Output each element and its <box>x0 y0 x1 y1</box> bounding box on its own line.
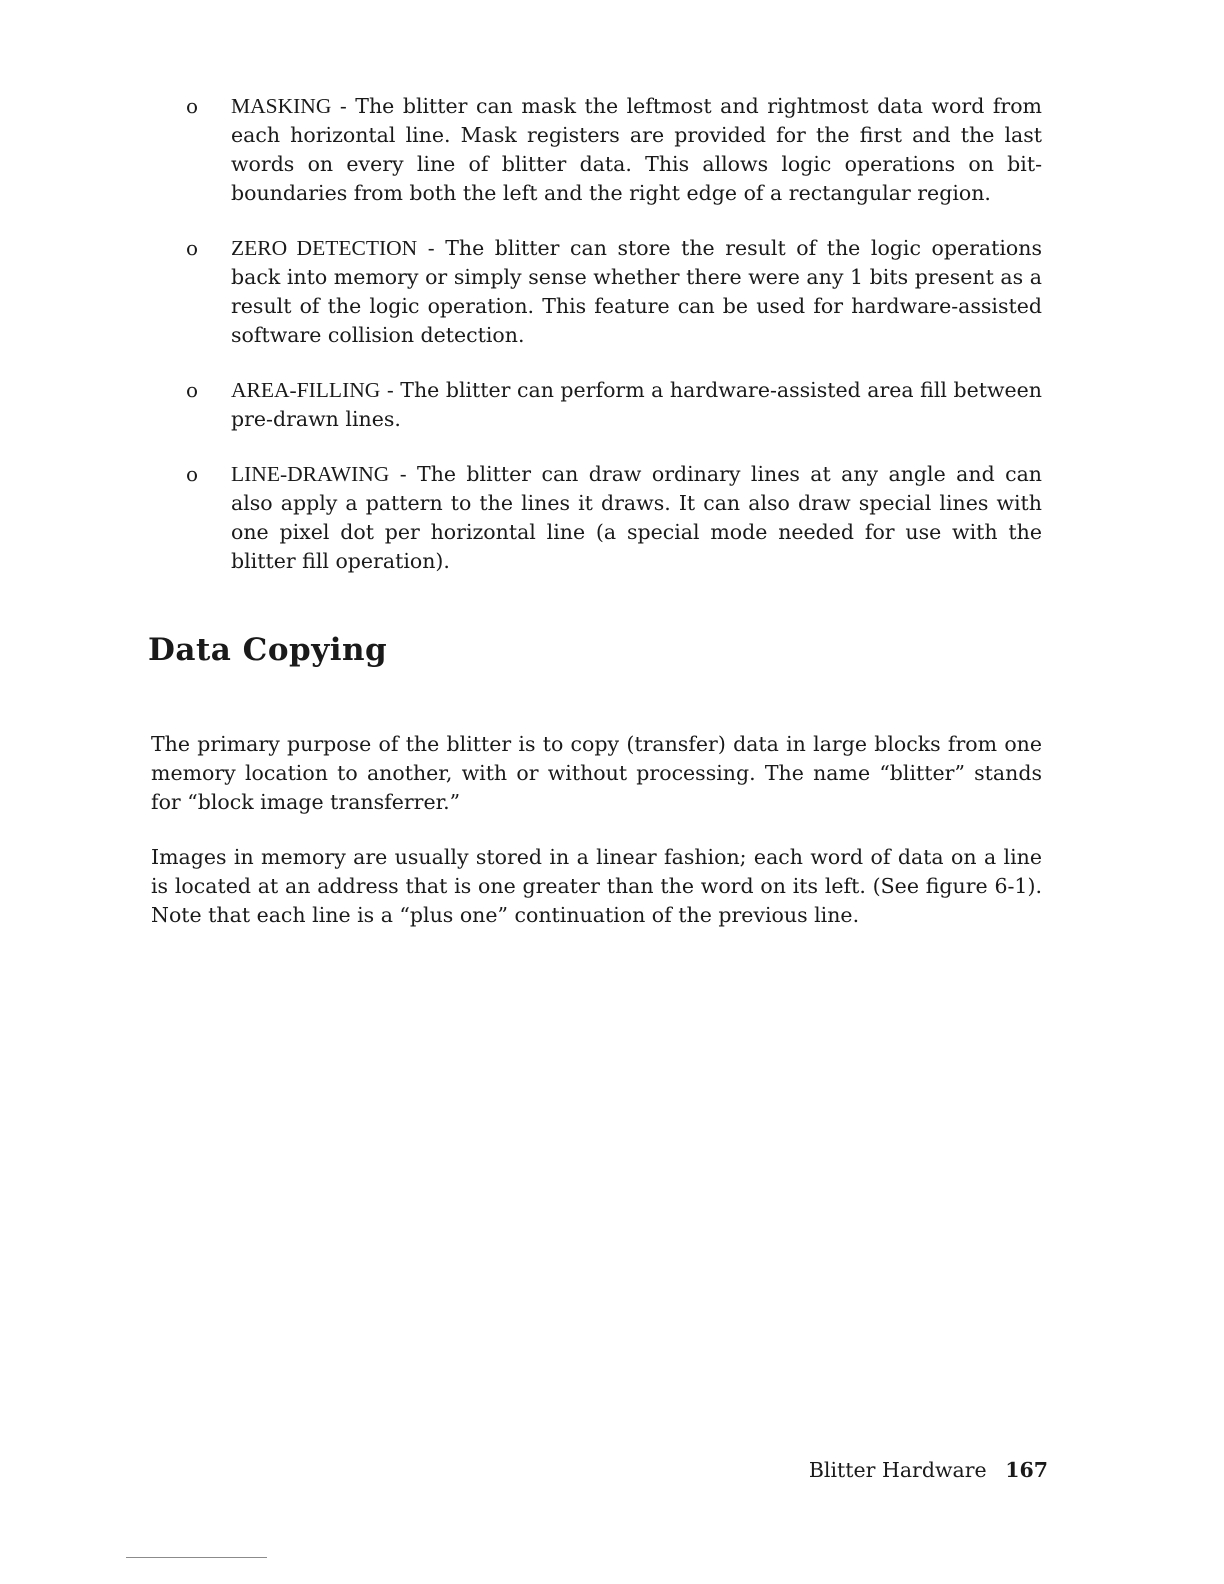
page-footer <box>809 1458 1048 1482</box>
bullet-term: ZERO DETECTION <box>231 236 418 260</box>
page-number: 167 <box>1005 1458 1048 1482</box>
bullet-text: - The blitter can perform a hardware-assisted area fill between pre-drawn lines. <box>231 378 1042 431</box>
body-paragraph: The primary purpose of the blitter is to copy (transfer) data in large blocks from one memory location to another, with or without processing. The name “blitter” stands for “block image transferrer.” <box>151 732 1042 814</box>
bullet-marker: o <box>186 94 199 118</box>
bullet-marker: o <box>186 236 199 260</box>
body-paragraph: Images in memory are usually stored in a linear fashion; each word of data on a line is located at an address that is one greater than the word on its left. (See figure 6-1). Note that each line is a “plus one” continuation of the previous line. <box>151 845 1042 927</box>
footer-section-title: Blitter Hardware <box>808 1458 987 1482</box>
bullet-term: AREA-FILLING <box>231 378 381 402</box>
bullet-marker: o <box>186 378 199 402</box>
bullet-text: - The blitter can draw ordinary lines at any angle and can also apply a pattern to the lines it draws. It can also draw special lines with one pixel dot per horizontal line (a special mode needed for use with the blitter fill operation). <box>231 462 1042 573</box>
list-item <box>186 460 1042 576</box>
bullet-text: - The blitter can mask the leftmost and rightmost data word from each horizontal line. Mask registers are provided for the first and the last words on every line of blitter data. This allows logic operations on bit-boundaries from both the left and the right edge of a rectangular region. <box>231 94 1042 205</box>
bullet-term: MASKING <box>231 94 332 118</box>
bottom-rule <box>126 1557 267 1558</box>
bullet-text: - The blitter can store the result of the logic operations back into memory or simply sense whether there were any 1 bits present as a result of the logic operation. This feature can be used for hardware-assisted software collision detection. <box>231 236 1042 347</box>
bullet-marker: o <box>186 462 199 486</box>
section-heading: Data Copying <box>148 632 388 668</box>
list-item <box>186 234 1042 350</box>
list-item <box>186 92 1042 208</box>
bullet-term: LINE-DRAWING <box>231 462 390 486</box>
feature-list <box>186 92 1042 602</box>
list-item <box>186 376 1042 434</box>
